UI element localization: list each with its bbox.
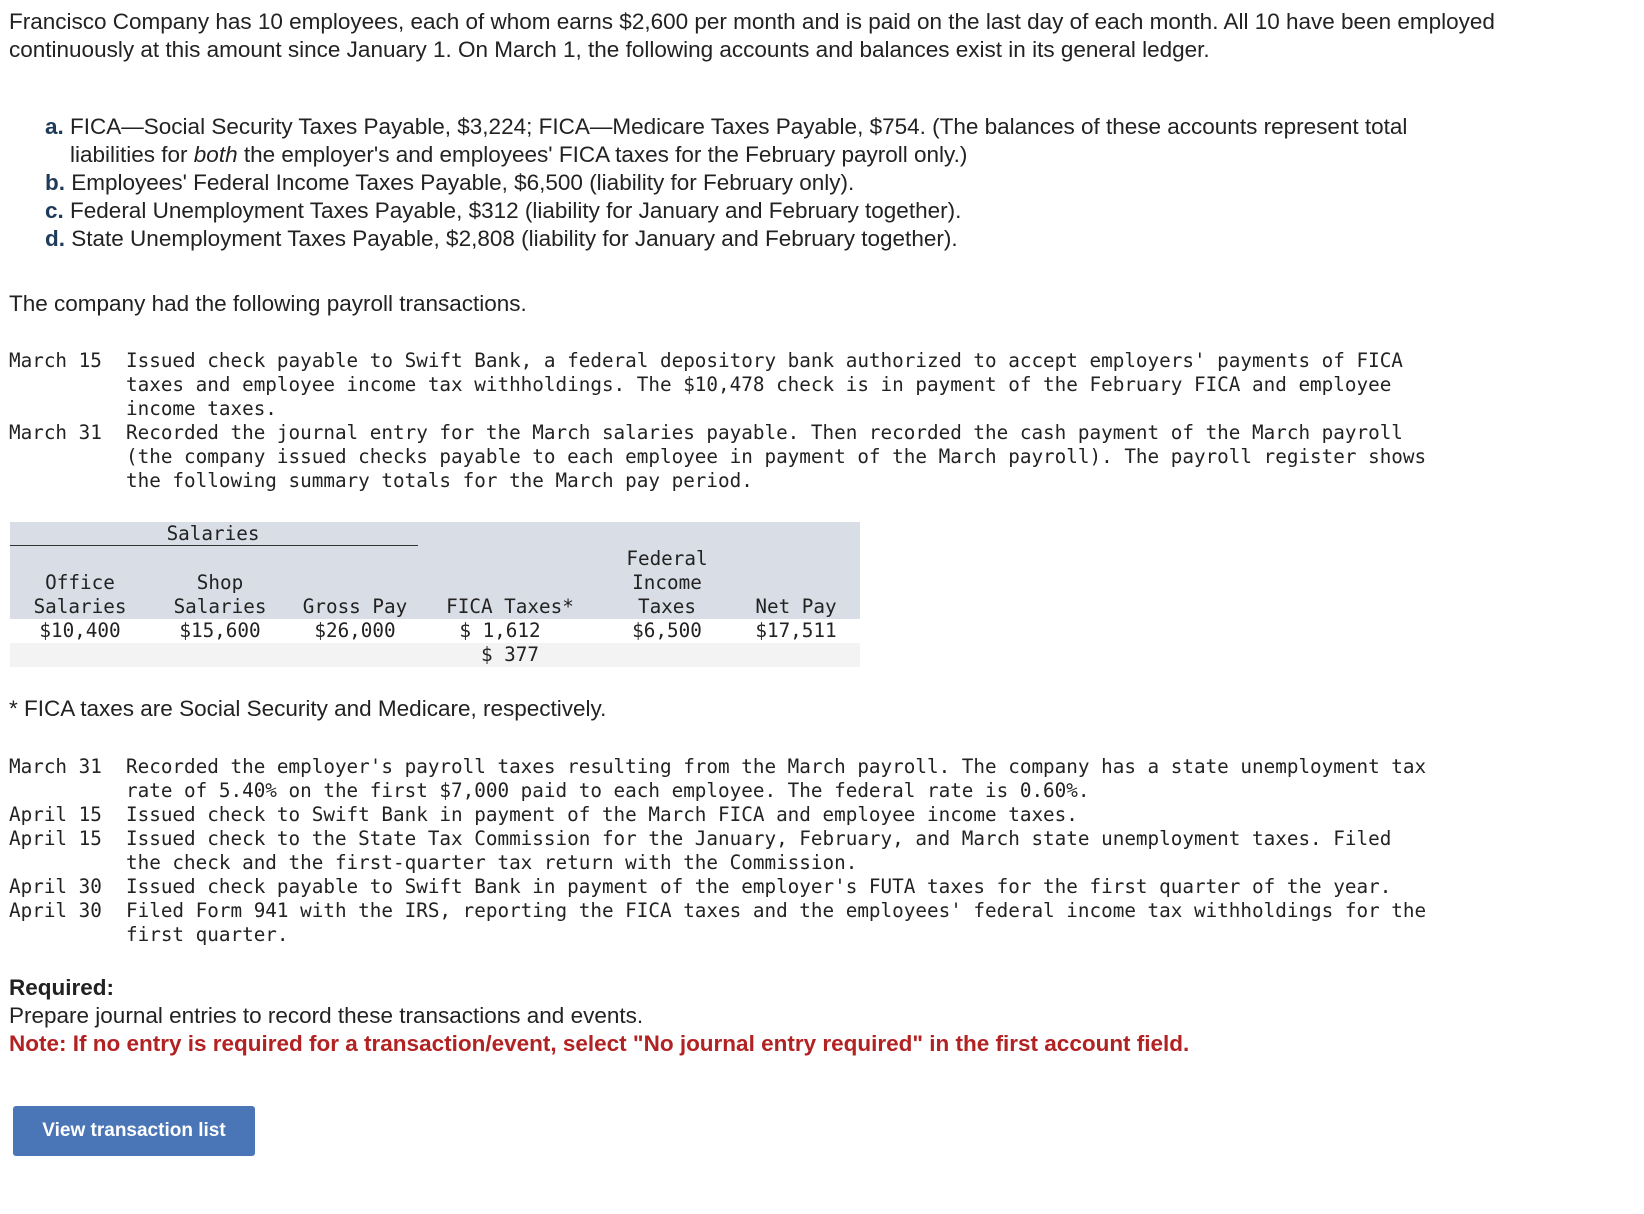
transaction-row (9, 755, 1436, 803)
transaction-row (9, 421, 1436, 493)
fica-social-security-value: $ 1,612 (459, 619, 541, 642)
office-header-line1: Office (45, 571, 115, 594)
table-row-2 (10, 643, 860, 667)
view-transaction-list-button[interactable]: View transaction list (13, 1106, 255, 1156)
transaction-date: April 30 (9, 899, 102, 922)
account-item-d (45, 225, 1475, 253)
transaction-date: April 15 (9, 803, 102, 826)
transactions-list-a (9, 349, 1436, 493)
transactions-lead: The company had the following payroll transactions. (9, 291, 527, 316)
transaction-desc: Filed Form 941 with the IRS, reporting the FICA taxes and the employees' federal income tax withholdings for the first quarter. (126, 899, 1427, 946)
transaction-row (9, 899, 1436, 947)
item-letter: c. (45, 198, 64, 223)
item-text: Federal Unemployment Taxes Payable, $312 (liability for January and February together). (70, 198, 962, 223)
item-letter: d. (45, 226, 65, 251)
account-item-a (45, 113, 1475, 169)
required-section (9, 974, 1189, 1058)
transaction-date: March 31 (9, 755, 102, 778)
transaction-date: April 30 (9, 875, 102, 898)
required-heading: Required: (9, 975, 115, 1000)
shop-header-line2: Salaries (173, 595, 267, 618)
net-pay-value: $17,511 (755, 619, 837, 642)
transaction-desc: Recorded the employer's payroll taxes resulting from the March payroll. The company has a state unemployment tax rate of 5.40% on the first $7,000 paid to each employee. The federal rate is 0.60%. (126, 755, 1427, 802)
gross-pay-value: $26,000 (314, 619, 396, 642)
item-letter: a. (45, 114, 64, 139)
transaction-date: April 15 (9, 827, 102, 850)
problem-intro (9, 8, 1619, 64)
transaction-desc: Issued check to Swift Bank in payment of the March FICA and employee income taxes. (126, 803, 1078, 826)
shop-salaries-value: $15,600 (179, 619, 261, 642)
transaction-desc: Recorded the journal entry for the March salaries payable. Then recorded the cash payment of the March payroll (the company issued checks payable to each employee in payment of the March payroll). The payroll register shows the following summary totals for the March pay period. (126, 421, 1427, 492)
transaction-date: March 31 (9, 421, 102, 444)
office-header-line2: Salaries (33, 595, 127, 618)
transaction-desc: Issued check payable to Swift Bank in payment of the employer's FUTA taxes for the first quarter of the year. (126, 875, 1392, 898)
account-item-c (45, 197, 1475, 225)
transaction-desc: Issued check payable to Swift Bank, a federal depository bank authorized to accept employers' payments of FICA taxes and employee income tax withholdings. The $10,478 check is in payment of the February FICA and employee income taxes. (126, 349, 1403, 420)
item-text: FICA—Social Security Taxes Payable, $3,224; FICA—Medicare Taxes Payable, $754. (The balances of these accounts represent total liabilities for (70, 114, 1408, 167)
transaction-row (9, 349, 1436, 421)
item-text: Employees' Federal Income Taxes Payable, $6,500 (liability for February only). (71, 170, 855, 195)
salaries-group-header: Salaries (166, 522, 260, 545)
intro-text: Francisco Company has 10 employees, each of whom earns $2,600 per month and is paid on the last day of each month. All 10 have been employed continuously at this amount since January 1. On March 1, the following accounts and balances exist in its general ledger. (9, 9, 1495, 62)
transaction-date: March 15 (9, 349, 102, 372)
transaction-row (9, 875, 1436, 899)
item-text-end: the employer's and employees' FICA taxes for the February payroll only.) (237, 142, 968, 167)
account-item-b (45, 169, 1475, 197)
transaction-row (9, 827, 1436, 875)
item-letter: b. (45, 170, 65, 195)
salaries-group-rule (10, 545, 418, 546)
federal-header-line3: Taxes (637, 595, 697, 618)
transaction-desc: Issued check to the State Tax Commission for the January, February, and March state unemployment taxes. Filed the check and the first-quarter tax return with the Commission. (126, 827, 1392, 874)
required-text: Prepare journal entries to record these transactions and events. (9, 1003, 644, 1028)
net-pay-header: Net Pay (755, 595, 837, 618)
fica-footnote: * FICA taxes are Social Security and Medicare, respectively. (9, 696, 607, 721)
shop-header-line1: Shop (196, 571, 244, 594)
office-salaries-value: $10,400 (39, 619, 121, 642)
payroll-register-table (10, 522, 860, 667)
required-note: Note: If no entry is required for a transaction/event, select "No journal entry required" in the first account field. (9, 1031, 1190, 1056)
gross-pay-header: Gross Pay (302, 595, 408, 618)
item-emphasis: both (193, 142, 238, 167)
account-balances-list (45, 113, 1475, 253)
federal-income-taxes-value: $6,500 (632, 619, 702, 642)
federal-header-line1: Federal (626, 547, 708, 570)
item-text: State Unemployment Taxes Payable, $2,808 (liability for January and February together). (71, 226, 958, 251)
fica-medicare-value: $ 377 (480, 643, 540, 666)
fica-taxes-header: FICA Taxes* (446, 595, 574, 618)
transaction-row (9, 803, 1436, 827)
transactions-list-b (9, 755, 1436, 947)
federal-header-line2: Income (632, 571, 702, 594)
